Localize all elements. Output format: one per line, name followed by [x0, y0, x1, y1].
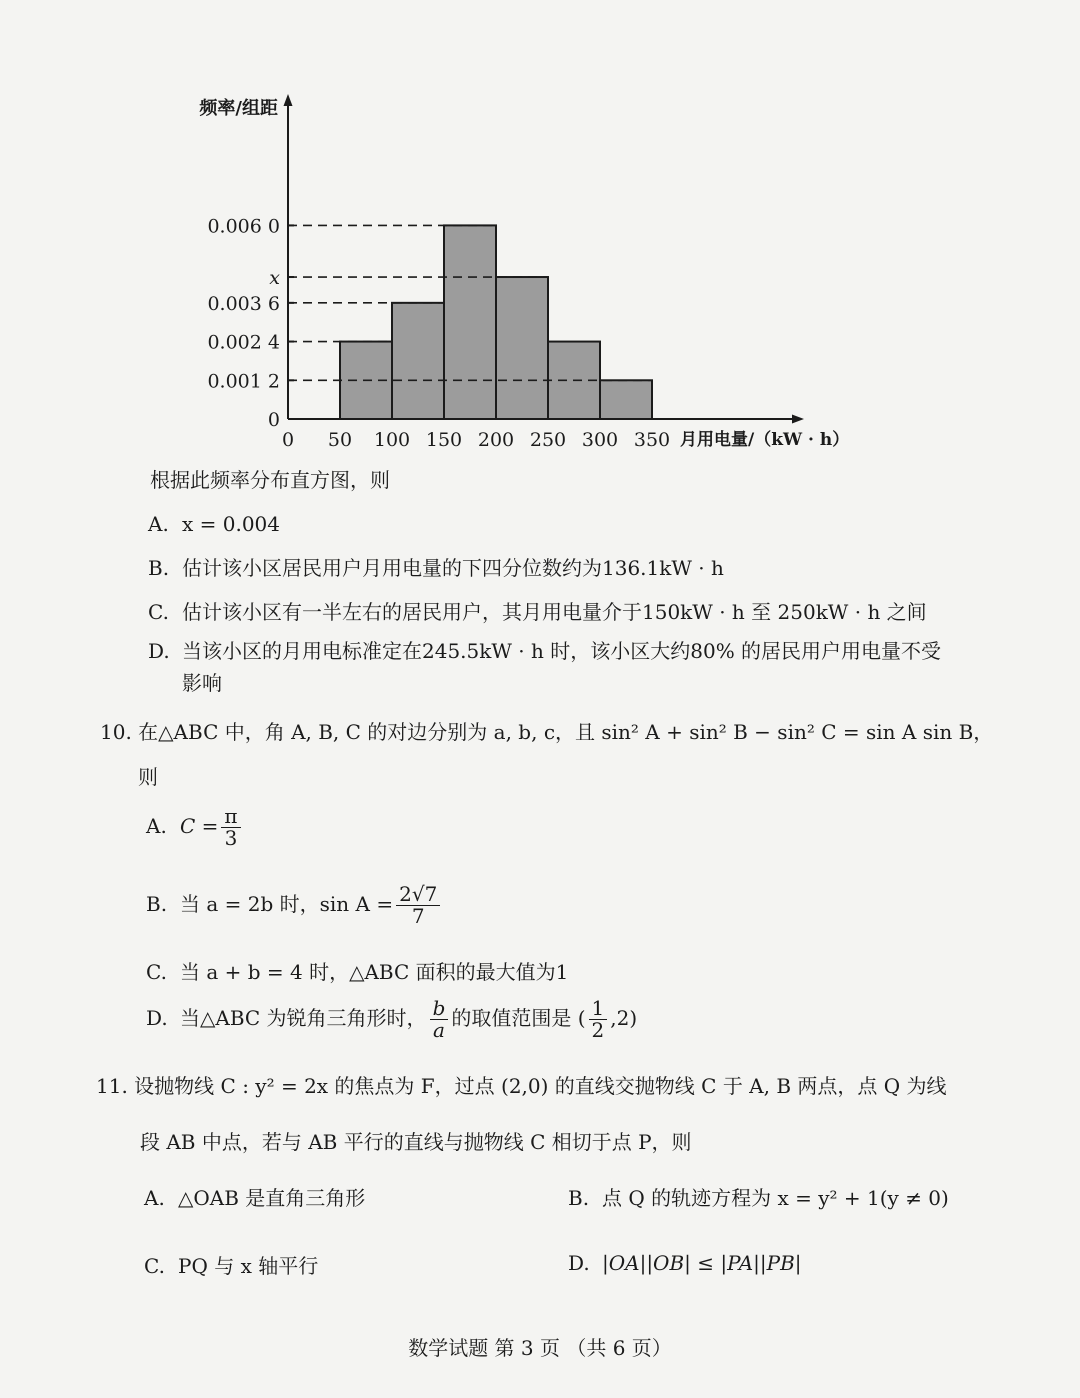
q10-number: 10.	[100, 720, 132, 744]
q10-option-d-pre: 当△ABC 为锐角三角形时，	[180, 1006, 427, 1030]
x-tick-label: 350	[633, 429, 671, 451]
histogram-bar	[600, 380, 652, 419]
y-tick-label: x	[269, 267, 280, 290]
q10-option-d-letter: D.	[146, 1006, 168, 1030]
q11-option-c-letter: C.	[144, 1254, 165, 1278]
q10-stem-continued: 则	[138, 765, 158, 789]
histogram-svg	[180, 88, 860, 458]
x-tick-label: 250	[529, 429, 567, 451]
q10-stem-text: 在△ABC 中，角 A, B, C 的对边分别为 a, b, c，且 sin² A + sin² B − sin² C = sin A sin B，	[138, 720, 994, 744]
x-tick-label: 200	[477, 429, 515, 451]
q10-option-d[interactable]	[146, 998, 637, 1041]
q11-number: 11.	[96, 1074, 128, 1098]
q10-option-c-text: 当 a + b = 4 时，△ABC 面积的最大值为1	[180, 960, 569, 984]
q9-option-b-text: 估计该小区居民用户月用电量的下四分位数约为136.1kW · h	[182, 556, 724, 580]
q11-option-d[interactable]	[568, 1253, 802, 1273]
histogram-bar	[496, 277, 548, 419]
q9-option-d-letter: D.	[148, 639, 170, 663]
q11-option-a[interactable]	[144, 1188, 365, 1208]
fraction-numerator: π	[221, 806, 240, 828]
q10-option-b[interactable]	[146, 884, 443, 927]
y-tick-label: 0.002 4	[207, 331, 280, 354]
q11-option-b-text: 点 Q 的轨迹方程为 x = y² + 1(y ≠ 0)	[602, 1186, 949, 1210]
q10-option-a-fraction	[221, 806, 240, 849]
q10-option-d-mid: 的取值范围是 (	[451, 1006, 586, 1030]
q9-option-c-text: 估计该小区有一半左右的居民用户，其月用电量介于150kW · h 至 250kW · h 之间	[182, 600, 927, 624]
q11-stem-text: 设抛物线 C : y² = 2x 的焦点为 F，过点 (2,0) 的直线交抛物线 C 于 A, B 两点，点 Q 为线	[134, 1074, 947, 1098]
q11-option-a-letter: A.	[144, 1186, 165, 1210]
fraction-numerator: b	[430, 998, 449, 1020]
x-tick-label: 100	[373, 429, 411, 451]
x-tick-label: 50	[327, 429, 353, 451]
y-tick-label: 0.001 2	[207, 370, 280, 393]
q10-option-b-text: 当 a = 2b 时，sin A =	[180, 892, 394, 916]
page-footer: 数学试题 第 3 页 （共 6 页）	[408, 1336, 672, 1360]
q9-option-a[interactable]	[148, 514, 280, 534]
fraction-denominator: 7	[411, 904, 425, 928]
fraction-numerator: 2√7	[396, 884, 440, 906]
q10-option-a[interactable]	[146, 806, 244, 849]
x-tick-label: 0	[281, 429, 295, 451]
y-tick-label: 0.006 0	[207, 215, 280, 238]
q10-option-a-letter: A.	[146, 814, 167, 838]
y-tick-label: 0	[267, 409, 280, 431]
q10-option-d-range-fraction	[589, 998, 608, 1041]
x-tick-label: 300	[581, 429, 619, 451]
q9-stem: 根据此频率分布直方图，则	[150, 468, 390, 492]
q10-option-c-letter: C.	[146, 960, 167, 984]
q10-option-d-fraction	[430, 998, 449, 1041]
q9-option-b[interactable]	[148, 558, 724, 578]
q10-option-a-lhs: C =	[180, 814, 219, 838]
y-tick-label: 0.003 6	[207, 292, 280, 315]
q11-option-d-letter: D.	[568, 1251, 590, 1275]
q9-option-c-letter: C.	[148, 600, 169, 624]
x-axis-arrow	[792, 415, 804, 424]
q11-option-c-text: PQ 与 x 轴平行	[178, 1254, 319, 1278]
frequency-histogram	[180, 88, 860, 458]
histogram-bar	[444, 225, 496, 419]
q10-option-b-fraction	[396, 884, 440, 927]
fraction-denominator: a	[433, 1018, 445, 1042]
fraction-numerator: 1	[589, 998, 608, 1020]
q9-option-b-letter: B.	[148, 556, 170, 580]
q9-option-d[interactable]	[148, 641, 941, 661]
q11-option-c[interactable]	[144, 1256, 318, 1276]
q11-option-b-letter: B.	[568, 1186, 590, 1210]
q9-option-a-letter: A.	[148, 512, 169, 536]
y-axis-arrow	[284, 94, 293, 106]
x-axis-label: 月用电量/（kW · h）	[680, 430, 850, 450]
q9-option-d-text: 当该小区的月用电标准定在245.5kW · h 时，该小区大约80% 的居民用户用电量不受	[182, 639, 942, 663]
fraction-denominator: 2	[591, 1018, 605, 1042]
fraction-denominator: 3	[224, 826, 238, 850]
y-axis-label: 频率/组距	[199, 98, 278, 119]
q9-option-a-text: x = 0.004	[182, 512, 281, 536]
q11-stem	[96, 1076, 947, 1096]
q9-option-c[interactable]	[148, 602, 927, 622]
histogram-bar	[392, 303, 444, 419]
q11-option-a-text: △OAB 是直角三角形	[178, 1186, 366, 1210]
q10-option-c[interactable]	[146, 962, 568, 982]
q10-stem	[100, 722, 993, 742]
q10-option-d-post: ,2)	[610, 1006, 638, 1030]
q11-option-d-text: |OA||OB| ≤ |PA||PB|	[602, 1251, 802, 1275]
q11-stem-continued: 段 AB 中点，若与 AB 平行的直线与抛物线 C 相切于点 P，则	[140, 1130, 692, 1154]
q10-option-b-letter: B.	[146, 892, 168, 916]
q9-option-d-continued: 影响	[182, 671, 222, 695]
x-tick-label: 150	[425, 429, 463, 451]
q11-option-b[interactable]	[568, 1188, 949, 1208]
